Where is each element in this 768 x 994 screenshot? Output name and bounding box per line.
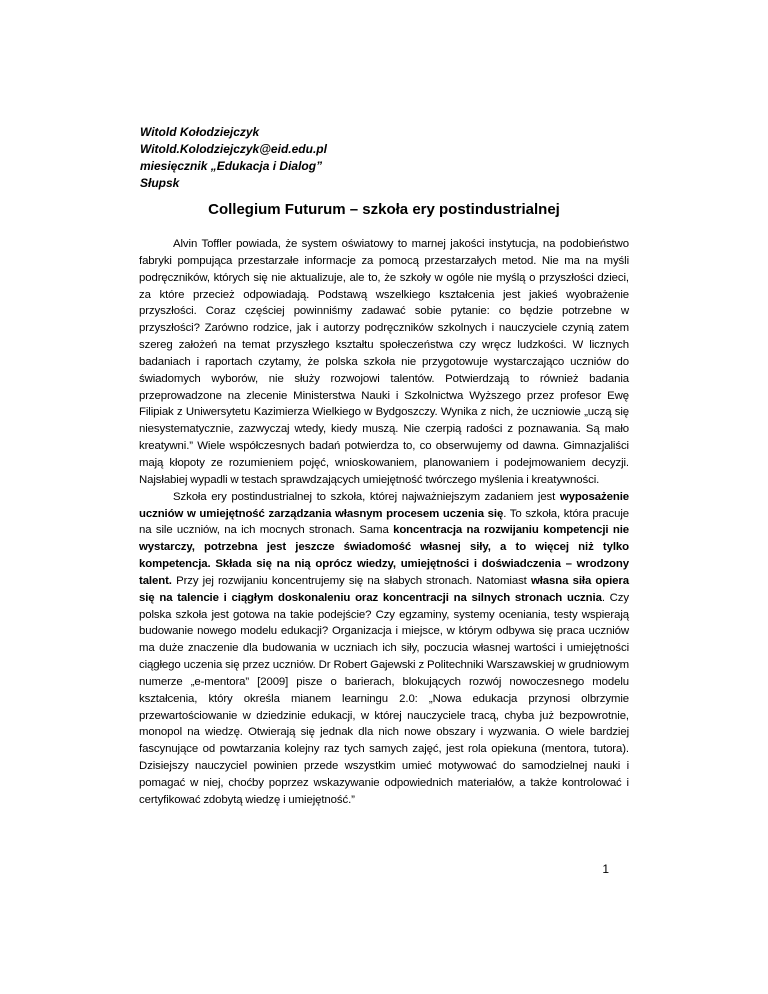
page-number: 1	[602, 862, 609, 876]
paragraph-2-text-3: Przy jej rozwijaniu koncentrujemy się na słabych stronach. Natomiast	[171, 574, 531, 587]
paragraph-2-text-2: . To szkoła, która pracuje na sile uczniów, na ich mocnych stronach. Sama	[139, 507, 629, 537]
author-block	[140, 124, 327, 192]
paragraph-2-bold-3: własna siła opiera się na talencie i ciągłym doskonaleniu oraz koncentracji na silnych stronach ucznia	[139, 574, 629, 604]
paragraph-2-text-1: Szkoła ery postindustrialnej to szkoła, której najważniejszym zadaniem jest	[173, 490, 560, 503]
paragraph-2-bold-1: wyposażenie uczniów w umiejętność zarządzania własnym procesem uczenia się	[139, 490, 629, 520]
article-body	[139, 236, 629, 809]
paragraph-2	[139, 489, 629, 809]
paragraph-2-text-4: . Czy polska szkoła jest gotowa na takie podejście? Czy egzaminy, systemy oceniania, testy wspierają budowanie nowego modelu edukacji? Organizacja i miejsce, w którym odbywa się praca uczniów ma duże znaczenie dla budowania w uczniach ich siły, poczucia własnej wartości i umiejętności ciągłego uczenia się przez uczniów. Dr Robert Gajewski z Politechniki Warszawskiej w grudniowym numerze „e-mentora” [2009] pisze o barierach, blokujących rozwój nowoczesnego modelu kształcenia, który określa mianem learningu 2.0: „Nowa edukacja przynosi olbrzymie przewartościowanie w dziedzinie edukacji, w której nauczyciele tracą, chyba już bezpowrotnie, monopol na wiedzę. Otwierają się jednak dla nich nowe obszary i wyzwania. O wiele bardziej fascynujące od powtarzania kolejny raz tych samych zajęć, jest rola opiekuna (mentora, tutora). Dzisiejszy nauczyciel powinien przede wszystkim umieć motywować do samodzielnej nauki i pomagać w niej, choćby poprzez wskazywanie odpowiednich materiałów, a także kontrolować i certyfikować zdobytą wiedzę i umiejętność.”	[139, 591, 629, 806]
paragraph-2-bold-2: koncentracja na rozwijaniu kompetencji nie wystarczy, potrzebna jest jeszcze świadomość własnej siły, a to więcej niż tylko kompetencja. Składa się na nią oprócz wiedzy, umiejętności i doświadczenia – wrodzony talent.	[139, 524, 630, 587]
publication-name: miesięcznik „Edukacja i Dialog”	[140, 159, 323, 173]
article-title: Collegium Futurum – szkoła ery postindustrialnej	[208, 201, 560, 218]
city: Słupsk	[140, 176, 180, 190]
paragraph-1: Alvin Toffler powiada, że system oświatowy to marnej jakości instytucja, na podobieństwo fabryki pompująca przestarzałe informacje za pomocą przestarzałych metod. Nie ma na myśli podręczników, których się nie aktualizuje, ale to, że szkoły w ogóle nie myślą o przyszłości dzieci, za które przecież odpowiadają. Podstawą wszelkiego kształcenia jest jakieś wyobrażenie przyszłości. Coraz częściej powinniśmy zadawać sobie pytanie: co będzie potrzebne w przyszłości? Zarówno rodzice, jak i autorzy podręczników szkolnych i nauczyciele czynią zatem szereg założeń na temat przyszłego kształtu społeczeństwa czy wręcz ludzkości. W licznych badaniach i raportach czytamy, że polska szkoła nie przygotowuje wystarczająco uczniów do świadomych wyborów, nie służy rozwojowi talentów. Potwierdzają to również badania przeprowadzone na zlecenie Ministerstwa Nauki i Szkolnictwa Wyższego przez profesor Ewę Filipiak z Uniwersytetu Kazimierza Wielkiego w Bydgoszczy. Wynika z nich, że uczniowie „uczą się niesystematycznie, zazwyczaj wtedy, kiedy muszą. Nie czerpią radości z poznawania. Są mało kreatywni.” Wiele współczesnych badań potwierdza to, co obserwujemy od dawna. Gimnazjaliści mają kłopoty ze rozumieniem pojęć, wnioskowaniem, planowaniem i podejmowaniem decyzji. Najsłabiej wypadli w testach sprawdzających umiejętność twórczego myślenia i kreatywności.	[139, 238, 629, 486]
author-email: Witold.Kolodziejczyk@eid.edu.pl	[140, 142, 327, 156]
author-name: Witold Kołodziejczyk	[140, 125, 260, 139]
